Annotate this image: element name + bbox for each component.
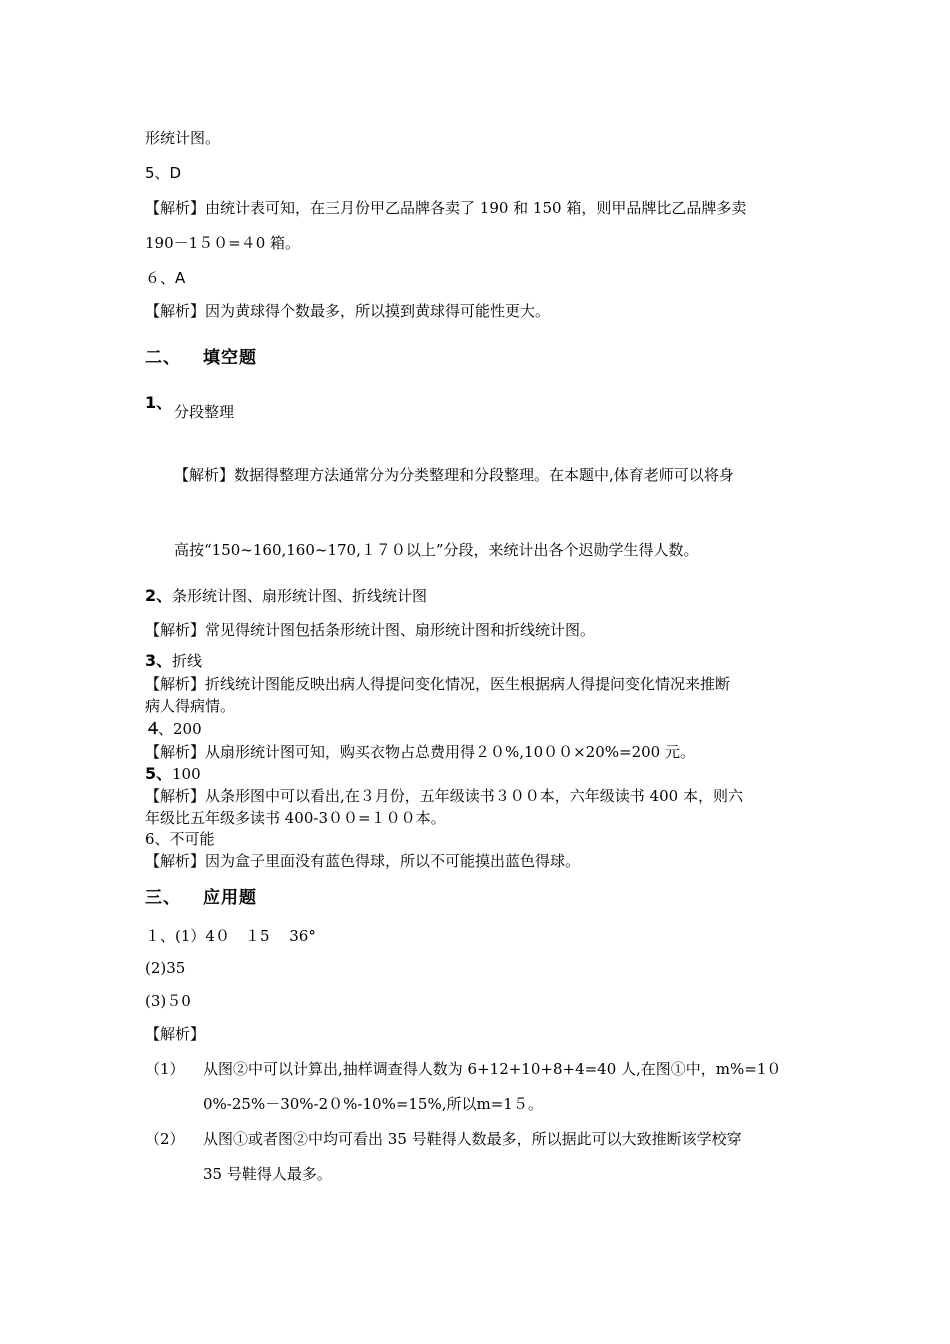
- fill-4-number: ４: [145, 719, 162, 738]
- explanation-6: 【解析】因为黄球得个数最多，所以摸到黄球得可能性更大。: [145, 302, 551, 320]
- fill-6-explanation: 【解析】因为盒子里面没有蓝色得球，所以不可能摸出蓝色得球。: [145, 852, 581, 870]
- explanation-item-1-line1: 从图②中可以计算出,抽样调查得人数为 6+12+10+8+4=40 人,在图①中，m%=1０: [203, 1060, 782, 1078]
- fill-2-answer: 条形统计图、扇形统计图、折线统计图: [172, 587, 428, 605]
- section-2-title: 填空题: [203, 348, 257, 368]
- fill-5-explanation-line2: 年级比五年级多读书 400-3００=１００本。: [145, 809, 446, 827]
- fill-1-explanation-line2: 高按“150~160,160~170,１７０以上”分段，来统计出各个迟勋学生得人数。: [174, 541, 699, 559]
- fill-5-answer: 100: [172, 765, 201, 783]
- fill-1-number: 1、: [145, 393, 173, 412]
- text-line: 形统计图。: [145, 129, 221, 147]
- fill-2-number: 2、: [145, 586, 173, 605]
- section-3-title: 应用题: [203, 888, 257, 908]
- explanation-item-2-number: （2）: [145, 1130, 185, 1148]
- answer-5: 5、D: [145, 164, 182, 182]
- explanation-5-line2: 190－1５０=４0 箱。: [145, 234, 301, 252]
- fill-3-number: 3、: [145, 651, 173, 670]
- fill-2-explanation: 【解析】常见得统计图包括条形统计图、扇形统计图和折线统计图。: [145, 621, 596, 639]
- fill-5-explanation-line1: 【解析】从条形图中可以看出,在３月份，五年级读书３００本，六年级读书 400 本，则六: [145, 787, 743, 805]
- application-1-part1: １、(1）4０ １5 36°: [145, 927, 316, 945]
- section-3-number: 三、: [145, 888, 181, 908]
- fill-1-answer: 分段整理: [174, 403, 235, 421]
- explanation-5-line1: 【解析】由统计表可知，在三月份甲乙品牌各卖了 190 和 150 箱，则甲品牌比乙品牌多卖: [145, 199, 747, 217]
- fill-6-answer: 6、不可能: [145, 830, 215, 848]
- answer-6: ６、A: [145, 269, 186, 287]
- fill-4-answer: 、200: [158, 720, 202, 738]
- fill-3-answer: 折线: [172, 652, 203, 670]
- fill-3-explanation-line2: 病人得病情。: [145, 697, 236, 715]
- explanation-item-2-line1: 从图①或者图②中均可看出 35 号鞋得人数最多，所以据此可以大致推断该学校穿: [203, 1130, 742, 1148]
- fill-3-explanation-line1: 【解析】折线统计图能反映出病人得提问变化情况，医生根据病人得提问变化情况来推断: [145, 675, 731, 693]
- section-2-number: 二、: [145, 348, 181, 368]
- explanation-item-1-line2: 0%-25%－30%-2０%-10%=15%,所以m=1５。: [203, 1095, 543, 1113]
- application-1-part3: (3)５0: [145, 992, 191, 1010]
- fill-4-explanation: 【解析】从扇形统计图可知，购买衣物占总费用得２０%,10００×20%=200 元。: [145, 743, 695, 761]
- fill-1-explanation-line1: 【解析】数据得整理方法通常分为分类整理和分段整理。在本题中,体育老师可以将身: [174, 466, 734, 484]
- explanation-item-1-number: （1）: [145, 1060, 185, 1078]
- explanation-item-2-line2: 35 号鞋得人最多。: [203, 1165, 332, 1183]
- application-explanation-label: 【解析】: [145, 1025, 206, 1043]
- application-1-part2: (2)35: [145, 959, 186, 977]
- fill-5-number: 5、: [145, 764, 173, 783]
